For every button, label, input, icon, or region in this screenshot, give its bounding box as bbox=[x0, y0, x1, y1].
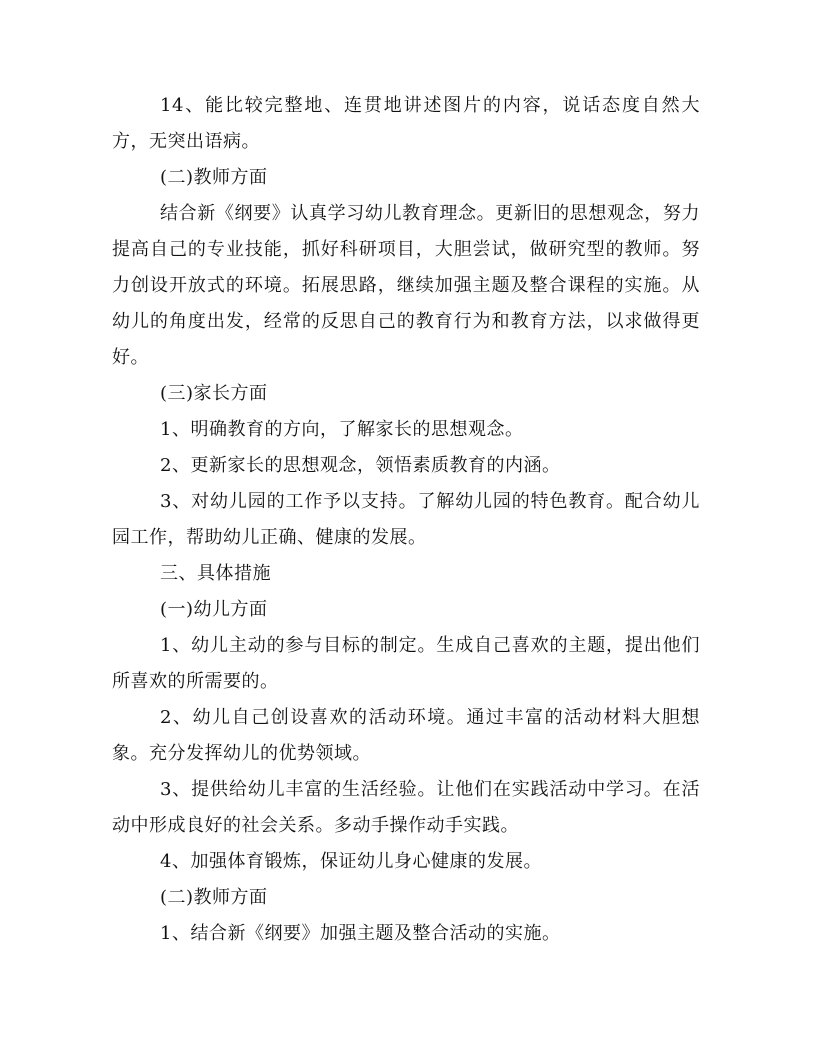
paragraph-children-3: 3、提供给幼儿丰富的生活经验。让他们在实践活动中学习。在活动中形成良好的社会关系。多动手操作动手实践。 bbox=[112, 779, 700, 836]
paragraph-children-4: 4、加强体育锻炼，保证幼儿身心健康的发展。 bbox=[160, 851, 542, 872]
paragraph-item-14: 14、能比较完整地、连贯地讲述图片的内容，说话态度自然大方，无突出语病。 bbox=[112, 95, 700, 152]
paragraph-parents-2: 2、更新家长的思想观念，领悟素质教育的内涵。 bbox=[160, 455, 561, 476]
paragraph-children-2: 2、幼儿自己创设喜欢的活动环境。通过丰富的活动材料大胆想象。充分发挥幼儿的优势领域。 bbox=[112, 707, 700, 764]
document-body bbox=[112, 88, 700, 952]
section-heading-teacher-measures: (二)教师方面 bbox=[160, 887, 268, 908]
section-heading-measures: 三、具体措施 bbox=[160, 563, 271, 584]
paragraph-children-1: 1、幼儿主动的参与目标的制定。生成自己喜欢的主题，提出他们所喜欢的所需要的。 bbox=[112, 635, 700, 692]
paragraph-teacher-measures-1: 1、结合新《纲要》加强主题及整合活动的实施。 bbox=[160, 923, 561, 944]
paragraph-parents-3: 3、对幼儿园的工作予以支持。了解幼儿园的特色教育。配合幼儿园工作，帮助幼儿正确、健康的发展。 bbox=[112, 491, 700, 548]
section-heading-children: (一)幼儿方面 bbox=[160, 599, 268, 620]
paragraph-teacher-goals: 结合新《纲要》认真学习幼儿教育理念。更新旧的思想观念，努力提高自己的专业技能，抓好科研项目，大胆尝试，做研究型的教师。努力创设开放式的环境。拓展思路，继续加强主题及整合课程的实施。从幼儿的角度出发，经常的反思自己的教育行为和教育方法，以求做得更好。 bbox=[112, 203, 700, 368]
paragraph-parents-1: 1、明确教育的方向，了解家长的思想观念。 bbox=[160, 419, 524, 440]
section-heading-parents: (三)家长方面 bbox=[160, 383, 268, 404]
section-heading-teacher: (二)教师方面 bbox=[160, 167, 268, 188]
